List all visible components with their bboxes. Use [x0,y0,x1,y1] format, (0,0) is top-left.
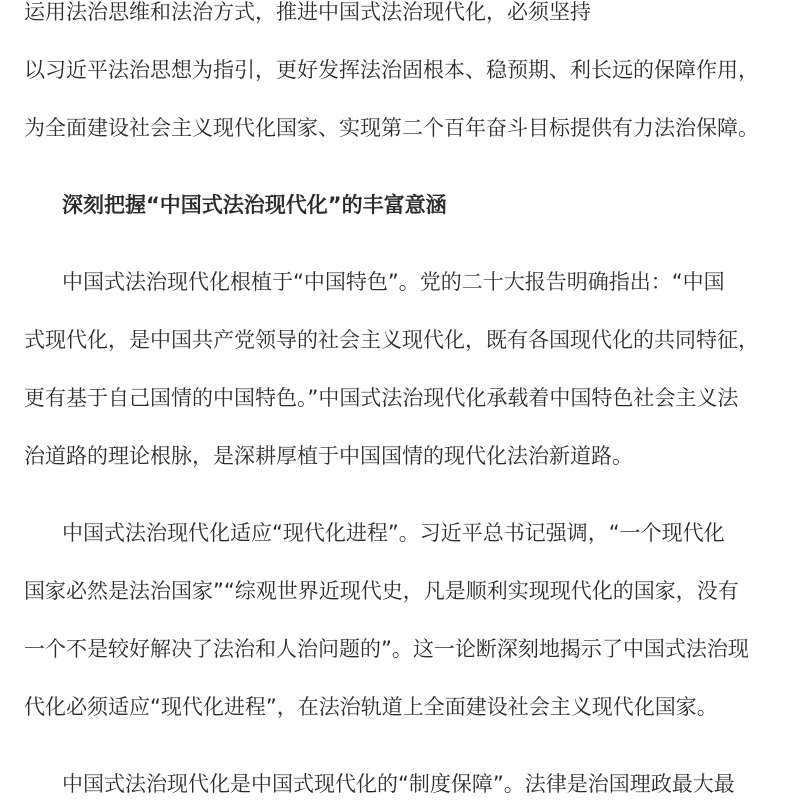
paragraph-2-line-1: 中国式法治现代化适应“现代化进程”。习近平总书记强调，“一个现代化 [62,521,725,545]
paragraph-2-line-3: 一个不是较好解决了法治和人治问题的”。这一论断深刻地揭示了中国式法治现 [24,637,749,661]
intro-line-2: 以习近平法治思想为指引，更好发挥法治固根本、稳预期、利长远的保障作用， [24,58,759,82]
paragraph-1-line-2: 式现代化，是中国共产党领导的社会主义现代化，既有各国现代化的共同特征， [24,328,759,352]
paragraph-3 [24,755,776,800]
paragraph-1 [24,253,776,485]
section-heading: 深刻把握“中国式法治现代化”的丰富意涵 [62,193,447,217]
paragraph-2-line-2: 国家必然是法治国家”“综观世界近现代史，凡是顺利实现现代化的国家，没有 [24,579,739,603]
paragraph-2 [24,504,776,736]
intro-line-1: 运用法治思维和法治方式，推进中国式法治现代化，必须坚持 [24,0,591,24]
intro-paragraph [24,0,776,157]
paragraph-1-line-3: 更有基于自己国情的中国特色。”中国式法治现代化承载着中国特色社会主义法 [24,386,739,410]
paragraph-gap [24,485,776,504]
paragraph-3-line-1: 中国式法治现代化是中国式现代化的“制度保障”。法律是治国理政最大最 [62,772,735,796]
paragraph-1-line-4: 治道路的理论根脉，是深耕厚植于中国国情的现代化法治新道路。 [24,444,633,468]
intro-line-3: 为全面建设社会主义现代化国家、实现第二个百年奋斗目标提供有力法治保障。 [24,116,759,140]
paragraph-2-line-4: 代化必须适应“现代化进程”，在法治轨道上全面建设社会主义现代化国家。 [24,695,718,719]
article-body [24,0,776,800]
paragraph-1-line-1: 中国式法治现代化根植于“中国特色”。党的二十大报告明确指出：“中国 [62,270,725,294]
paragraph-gap [24,736,776,755]
